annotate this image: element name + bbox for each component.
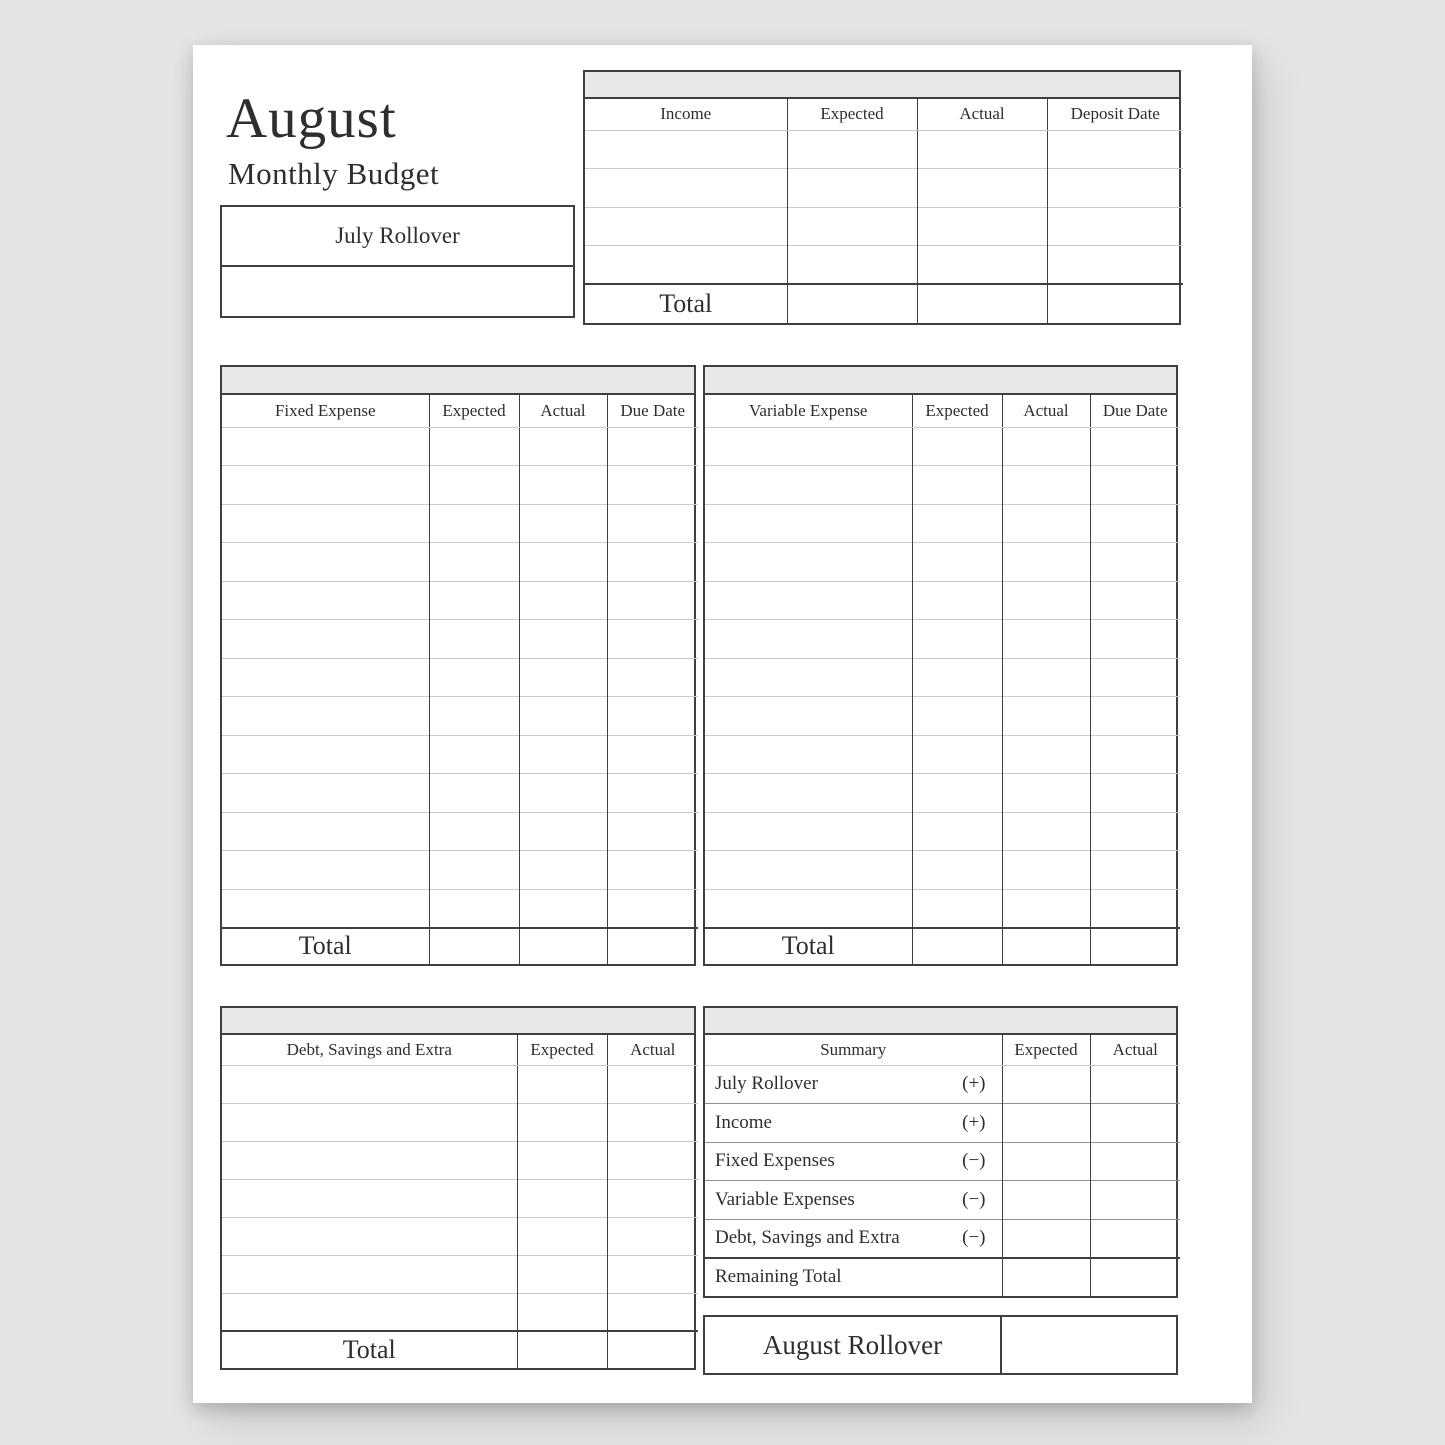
entry-cell[interactable] [1002, 504, 1090, 543]
variable-total-actual-cell[interactable] [1002, 928, 1090, 964]
summary-row [705, 1181, 1180, 1220]
entry-cell[interactable] [222, 851, 429, 890]
deposit-date-col-header: Deposit Date [1047, 99, 1183, 130]
entry-cell[interactable] [787, 207, 917, 246]
entry-cell[interactable] [705, 427, 912, 466]
entry-cell[interactable] [607, 697, 698, 736]
entry-cell[interactable] [1090, 466, 1180, 505]
income-table [583, 70, 1181, 325]
entry-cell[interactable] [1002, 774, 1090, 813]
actual-col-header: Actual [1090, 1035, 1180, 1065]
entry-cell[interactable] [912, 889, 1002, 928]
entry-cell[interactable] [912, 427, 1002, 466]
entry-cell[interactable] [517, 1179, 607, 1217]
summary-table-header-band [705, 1008, 1176, 1035]
entry-row [222, 504, 698, 543]
entry-cell[interactable] [705, 543, 912, 582]
expected-col-header: Expected [912, 395, 1002, 427]
entry-row [705, 504, 1180, 543]
entry-cell[interactable] [429, 658, 519, 697]
summary-row-sign: (−) [962, 1227, 986, 1248]
summary-row [705, 1258, 1180, 1297]
fixed-total-row [222, 928, 698, 964]
entry-cell[interactable] [607, 1103, 698, 1141]
fixed-total-label: Total [222, 928, 429, 964]
income-total-actual-cell[interactable] [917, 284, 1047, 323]
summary-row-label-cell [705, 1181, 1002, 1220]
entry-row [705, 851, 1180, 890]
variable-total-expected-cell[interactable] [912, 928, 1002, 964]
entry-cell[interactable] [519, 504, 607, 543]
entry-cell[interactable] [517, 1293, 607, 1331]
summary-actual-cell[interactable] [1090, 1219, 1180, 1258]
entry-cell[interactable] [705, 735, 912, 774]
entry-cell[interactable] [607, 1179, 698, 1217]
entry-cell[interactable] [1002, 466, 1090, 505]
entry-cell[interactable] [519, 774, 607, 813]
entry-row [705, 427, 1180, 466]
entry-cell[interactable] [705, 889, 912, 928]
entry-cell[interactable] [1002, 735, 1090, 774]
entry-cell[interactable] [519, 851, 607, 890]
entry-row [705, 774, 1180, 813]
entry-cell[interactable] [222, 620, 429, 659]
entry-cell[interactable] [912, 581, 1002, 620]
entry-cell[interactable] [607, 1255, 698, 1293]
entry-cell[interactable] [912, 504, 1002, 543]
entry-row [705, 543, 1180, 582]
entry-cell[interactable] [705, 466, 912, 505]
entry-cell[interactable] [222, 543, 429, 582]
entry-cell[interactable] [222, 1293, 517, 1331]
entry-cell[interactable] [222, 1065, 517, 1103]
entry-cell[interactable] [1002, 581, 1090, 620]
entry-cell[interactable] [519, 697, 607, 736]
entry-cell[interactable] [222, 1141, 517, 1179]
entry-row [222, 543, 698, 582]
entry-cell[interactable] [429, 504, 519, 543]
entry-cell[interactable] [705, 851, 912, 890]
entry-cell[interactable] [519, 658, 607, 697]
july-rollover-box [220, 205, 575, 318]
summary-expected-cell[interactable] [1002, 1142, 1090, 1181]
debt-total-actual-cell[interactable] [607, 1331, 698, 1368]
summary-table [703, 1006, 1178, 1298]
variable-expense-col-header: Variable Expense [705, 395, 912, 427]
entry-cell[interactable] [1090, 697, 1180, 736]
entry-cell[interactable] [705, 581, 912, 620]
entry-cell[interactable] [917, 246, 1047, 285]
variable-total-label: Total [705, 928, 912, 964]
entry-cell[interactable] [1090, 851, 1180, 890]
fixed-total-expected-cell[interactable] [429, 928, 519, 964]
summary-row-sign: (−) [962, 1188, 986, 1210]
entry-cell[interactable] [607, 427, 698, 466]
summary-expected-cell[interactable] [1002, 1065, 1090, 1104]
entry-cell[interactable] [787, 169, 917, 208]
entry-cell[interactable] [705, 504, 912, 543]
entry-cell[interactable] [1002, 812, 1090, 851]
page-subtitle: Monthly Budget [228, 156, 440, 191]
debt-table-header-band [222, 1008, 694, 1035]
entry-cell[interactable] [917, 169, 1047, 208]
expected-col-header: Expected [787, 99, 917, 130]
actual-col-header: Actual [607, 1035, 698, 1065]
summary-expected-cell[interactable] [1002, 1258, 1090, 1297]
summary-actual-cell[interactable] [1090, 1181, 1180, 1220]
actual-col-header: Actual [917, 99, 1047, 130]
entry-cell[interactable] [912, 735, 1002, 774]
august-rollover-value-cell[interactable] [1002, 1317, 1176, 1373]
entry-cell[interactable] [607, 774, 698, 813]
entry-cell[interactable] [1002, 851, 1090, 890]
entry-cell[interactable] [429, 427, 519, 466]
entry-row [585, 169, 1183, 208]
entry-row [222, 851, 698, 890]
entry-cell[interactable] [1090, 581, 1180, 620]
entry-cell[interactable] [222, 1217, 517, 1255]
expected-col-header: Expected [517, 1035, 607, 1065]
entry-cell[interactable] [607, 581, 698, 620]
entry-cell[interactable] [1090, 812, 1180, 851]
entry-cell[interactable] [429, 774, 519, 813]
summary-row-label-cell [705, 1219, 1002, 1258]
entry-cell[interactable] [517, 1065, 607, 1103]
entry-cell[interactable] [1047, 246, 1183, 285]
entry-cell[interactable] [705, 620, 912, 659]
entry-cell[interactable] [912, 466, 1002, 505]
entry-cell[interactable] [517, 1217, 607, 1255]
entry-cell[interactable] [519, 427, 607, 466]
fixed-expense-table [220, 365, 696, 966]
summary-row-sign: (+) [962, 1111, 986, 1133]
entry-cell[interactable] [787, 130, 917, 169]
variable-total-row [705, 928, 1180, 964]
entry-row [585, 207, 1183, 246]
variable-header-row [705, 395, 1180, 427]
entry-cell[interactable] [519, 466, 607, 505]
income-total-row [585, 284, 1183, 323]
entry-cell[interactable] [1090, 658, 1180, 697]
summary-actual-cell[interactable] [1090, 1142, 1180, 1181]
entry-cell[interactable] [222, 658, 429, 697]
entry-cell[interactable] [787, 246, 917, 285]
income-table-header-band [585, 72, 1179, 99]
entry-cell[interactable] [607, 658, 698, 697]
entry-cell[interactable] [585, 169, 787, 208]
entry-row [222, 697, 698, 736]
entry-cell[interactable] [429, 851, 519, 890]
entry-row [222, 1217, 698, 1255]
page-title: August [226, 87, 397, 150]
variable-expense-table [703, 365, 1178, 966]
variable-total-due-cell[interactable] [1090, 928, 1180, 964]
summary-row-label: July Rollover [715, 1073, 818, 1095]
entry-cell[interactable] [607, 851, 698, 890]
entry-cell[interactable] [222, 427, 429, 466]
fixed-total-actual-cell[interactable] [519, 928, 607, 964]
debt-savings-table [220, 1006, 696, 1370]
summary-row [705, 1219, 1180, 1258]
summary-row-sign: (−) [962, 1150, 986, 1172]
entry-cell[interactable] [517, 1141, 607, 1179]
entry-cell[interactable] [519, 581, 607, 620]
entry-cell[interactable] [1002, 697, 1090, 736]
entry-cell[interactable] [429, 735, 519, 774]
summary-row-label: Remaining Total [715, 1266, 842, 1288]
entry-cell[interactable] [607, 812, 698, 851]
entry-cell[interactable] [222, 1179, 517, 1217]
summary-header-row [705, 1035, 1180, 1065]
fixed-expense-col-header: Fixed Expense [222, 395, 429, 427]
entry-cell[interactable] [917, 207, 1047, 246]
entry-cell[interactable] [519, 889, 607, 928]
summary-expected-cell[interactable] [1002, 1219, 1090, 1258]
entry-cell[interactable] [1002, 658, 1090, 697]
entry-cell[interactable] [1090, 504, 1180, 543]
summary-row-label-cell [705, 1258, 1002, 1297]
entry-row [222, 466, 698, 505]
july-rollover-label: July Rollover [222, 207, 573, 267]
entry-cell[interactable] [1002, 543, 1090, 582]
entry-cell[interactable] [222, 504, 429, 543]
entry-cell[interactable] [517, 1103, 607, 1141]
summary-row-sign: (+) [962, 1073, 986, 1095]
entry-cell[interactable] [1090, 735, 1180, 774]
entry-row [222, 735, 698, 774]
entry-row [222, 427, 698, 466]
entry-row [705, 620, 1180, 659]
entry-cell[interactable] [429, 812, 519, 851]
variable-table-header-band [705, 367, 1176, 395]
entry-row [222, 620, 698, 659]
entry-cell[interactable] [519, 812, 607, 851]
entry-cell[interactable] [607, 466, 698, 505]
entry-cell[interactable] [519, 735, 607, 774]
fixed-table-header-band [222, 367, 694, 395]
entry-cell[interactable] [222, 581, 429, 620]
entry-cell[interactable] [519, 543, 607, 582]
july-rollover-value-cell[interactable] [222, 267, 573, 316]
summary-row-label-cell [705, 1065, 1002, 1104]
summary-expected-cell[interactable] [1002, 1181, 1090, 1220]
entry-cell[interactable] [705, 774, 912, 813]
entry-cell[interactable] [912, 812, 1002, 851]
entry-cell[interactable] [607, 1141, 698, 1179]
august-rollover-label: August Rollover [705, 1317, 1002, 1373]
due-date-col-header: Due Date [607, 395, 698, 427]
summary-row-label: Debt, Savings and Extra [715, 1227, 900, 1248]
entry-cell[interactable] [222, 466, 429, 505]
entry-cell[interactable] [607, 1217, 698, 1255]
entry-cell[interactable] [1090, 620, 1180, 659]
summary-row [705, 1065, 1180, 1104]
expected-col-header: Expected [429, 395, 519, 427]
due-date-col-header: Due Date [1090, 395, 1180, 427]
entry-row [222, 1179, 698, 1217]
fixed-header-row [222, 395, 698, 427]
entry-cell[interactable] [222, 774, 429, 813]
actual-col-header: Actual [519, 395, 607, 427]
entry-cell[interactable] [607, 889, 698, 928]
entry-row [222, 774, 698, 813]
fixed-total-due-cell[interactable] [607, 928, 698, 964]
entry-row [705, 581, 1180, 620]
entry-cell[interactable] [585, 130, 787, 169]
entry-cell[interactable] [1090, 427, 1180, 466]
entry-cell[interactable] [585, 246, 787, 285]
income-total-expected-cell[interactable] [787, 284, 917, 323]
summary-row [705, 1104, 1180, 1143]
entry-cell[interactable] [607, 1293, 698, 1331]
income-col-header: Income [585, 99, 787, 130]
entry-cell[interactable] [705, 812, 912, 851]
summary-actual-cell[interactable] [1090, 1065, 1180, 1104]
summary-row-label-cell [705, 1142, 1002, 1181]
entry-cell[interactable] [1090, 889, 1180, 928]
entry-cell[interactable] [222, 735, 429, 774]
debt-header-row [222, 1035, 698, 1065]
entry-cell[interactable] [607, 543, 698, 582]
entry-cell[interactable] [222, 697, 429, 736]
entry-cell[interactable] [222, 889, 429, 928]
entry-row [222, 889, 698, 928]
summary-expected-cell[interactable] [1002, 1104, 1090, 1143]
entry-cell[interactable] [1002, 889, 1090, 928]
entry-cell[interactable] [607, 504, 698, 543]
entry-row [222, 1141, 698, 1179]
entry-cell[interactable] [429, 697, 519, 736]
entry-cell[interactable] [222, 1255, 517, 1293]
entry-cell[interactable] [607, 735, 698, 774]
entry-cell[interactable] [917, 130, 1047, 169]
actual-col-header: Actual [1002, 395, 1090, 427]
summary-row-label: Variable Expenses [715, 1188, 855, 1210]
entry-cell[interactable] [912, 620, 1002, 659]
entry-cell[interactable] [607, 1065, 698, 1103]
entry-row [222, 581, 698, 620]
income-total-deposit-cell[interactable] [1047, 284, 1183, 323]
entry-row [585, 246, 1183, 285]
entry-cell[interactable] [429, 889, 519, 928]
entry-cell[interactable] [912, 697, 1002, 736]
entry-cell[interactable] [912, 774, 1002, 813]
summary-actual-cell[interactable] [1090, 1104, 1180, 1143]
summary-row-label: Income [715, 1111, 772, 1133]
entry-cell[interactable] [429, 466, 519, 505]
entry-row [705, 812, 1180, 851]
entry-row [705, 735, 1180, 774]
entry-cell[interactable] [222, 1103, 517, 1141]
entry-row [222, 1065, 698, 1103]
entry-cell[interactable] [222, 812, 429, 851]
entry-row [705, 697, 1180, 736]
august-rollover-box [703, 1315, 1178, 1375]
entry-cell[interactable] [1002, 620, 1090, 659]
entry-cell[interactable] [585, 207, 787, 246]
summary-col-header: Summary [705, 1035, 1002, 1065]
debt-total-row [222, 1331, 698, 1368]
entry-row [705, 889, 1180, 928]
entry-row [705, 658, 1180, 697]
entry-cell[interactable] [705, 658, 912, 697]
summary-row-label: Fixed Expenses [715, 1150, 835, 1172]
entry-cell[interactable] [1047, 169, 1183, 208]
entry-cell[interactable] [429, 581, 519, 620]
entry-cell[interactable] [1047, 130, 1183, 169]
income-total-label: Total [585, 284, 787, 323]
entry-row [222, 812, 698, 851]
expected-col-header: Expected [1002, 1035, 1090, 1065]
entry-cell[interactable] [1090, 774, 1180, 813]
entry-cell[interactable] [912, 851, 1002, 890]
entry-row [705, 466, 1180, 505]
entry-row [222, 1293, 698, 1331]
entry-cell[interactable] [519, 620, 607, 659]
entry-row [585, 130, 1183, 169]
entry-cell[interactable] [912, 543, 1002, 582]
summary-actual-cell[interactable] [1090, 1258, 1180, 1297]
summary-row [705, 1142, 1180, 1181]
debt-savings-col-header: Debt, Savings and Extra [222, 1035, 517, 1065]
entry-row [222, 1255, 698, 1293]
debt-total-expected-cell[interactable] [517, 1331, 607, 1368]
entry-cell[interactable] [429, 543, 519, 582]
budget-page [193, 45, 1252, 1403]
entry-cell[interactable] [1002, 427, 1090, 466]
entry-cell[interactable] [517, 1255, 607, 1293]
entry-cell[interactable] [1090, 543, 1180, 582]
entry-cell[interactable] [429, 620, 519, 659]
entry-cell[interactable] [607, 620, 698, 659]
entry-row [222, 658, 698, 697]
summary-row-label-cell [705, 1104, 1002, 1143]
entry-cell[interactable] [912, 658, 1002, 697]
entry-row [222, 1103, 698, 1141]
entry-cell[interactable] [1047, 207, 1183, 246]
entry-cell[interactable] [705, 697, 912, 736]
income-header-row [585, 99, 1183, 130]
debt-total-label: Total [222, 1331, 517, 1368]
